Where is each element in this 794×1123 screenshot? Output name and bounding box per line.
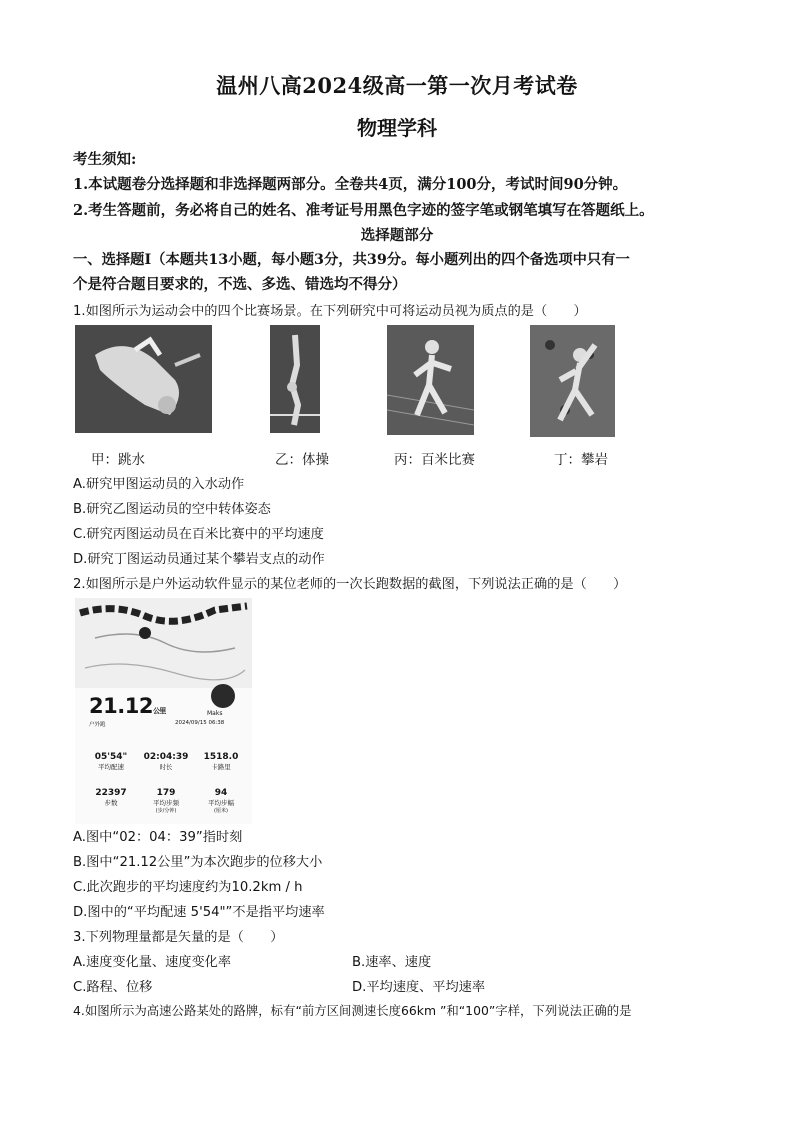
subject-title: 物理学科 (357, 116, 437, 140)
q2-option-c: C.此次跑步的平均速度约为10.2km / h (73, 880, 303, 895)
stat-pace-label: 平均配速 (98, 763, 124, 771)
stat-cadence-label: 平均步频 (153, 799, 179, 807)
caption-diving: 甲：跳水 (91, 452, 145, 468)
q4-stem: 4.如图所示为高速公路某处的路牌，标有“前方区间测速长度66km ”和“100”字样，下列说法正确的是 (73, 1003, 632, 1018)
stat-calories-value: 1518.0 (203, 752, 239, 762)
notice-item-1: 1.本试题卷分选择题和非选择题两部分。全卷共4页，满分100分，考试时间90分钟。 (73, 176, 628, 193)
run-date: 2024/09/15 06:38 (175, 720, 225, 726)
stat-steps-label: 步数 (104, 799, 118, 807)
run-distance-value: 21.12 (89, 694, 153, 718)
q2-option-b: B.图中“21.12公里”为本次跑步的位移大小 (73, 855, 323, 870)
q1-stem: 1.如图所示为运动会中的四个比赛场景。在下列研究中可将运动员视为质点的是（ ） (73, 304, 587, 319)
q3-option-d: D.平均速度、平均速率 (352, 980, 486, 995)
q2-option-a: A.图中“02：04：39”指时刻 (73, 830, 243, 845)
q3-stem: 3.下列物理量都是矢量的是（ ） (73, 930, 284, 945)
stat-duration-label: 时长 (159, 763, 173, 771)
stat-steps-value: 22397 (95, 788, 127, 798)
stat-duration-value: 02:04:39 (143, 752, 189, 762)
run-distance-unit: 公里 (152, 707, 166, 715)
caption-sprint: 丙：百米比赛 (394, 452, 475, 468)
stat-calories-label: 卡路里 (211, 763, 231, 771)
q1-option-b: B.研究乙图运动员的空中转体姿态 (73, 502, 271, 517)
caption-gymnastics: 乙：体操 (275, 452, 329, 468)
sprint-photo (387, 325, 474, 435)
stat-stride-value: 94 (214, 788, 228, 798)
notice-heading: 考生须知: (73, 151, 137, 168)
q1-option-d: D.研究丁图运动员通过某个攀岩支点的动作 (73, 552, 325, 567)
notice-item-2: 2.考生答题前，务必将自己的姓名、准考证号用黑色字迹的签字笔或钢笔填写在答题纸上。 (73, 202, 654, 219)
caption-climbing: 丁：攀岩 (554, 452, 608, 468)
diving-photo (75, 325, 212, 433)
route-map (75, 598, 252, 688)
badge-label: Maks (207, 710, 223, 717)
running-app-screenshot (75, 598, 252, 824)
climbing-photo (530, 325, 615, 437)
q3-option-b: B.速率、速度 (352, 955, 432, 970)
gymnastics-photo (270, 325, 320, 433)
stat-pace-value: 05'54" (94, 752, 128, 762)
section-instruction-line2: 个是符合题目要求的，不选、多选、错选均不得分） (73, 276, 407, 293)
section-instruction-line1: 一、选择题Ⅰ（本题共13小题，每小题3分，共39分。每小题列出的四个备选项中只有一 (73, 252, 630, 268)
q2-option-d: D.图中的“平均配速 5'54"”不是指平均速率 (73, 905, 325, 920)
stat-cadence-value: 179 (156, 788, 176, 798)
badge-icon (211, 684, 235, 708)
run-type: 户外跑 (89, 722, 106, 728)
q1-option-a: A.研究甲图运动员的入水动作 (73, 477, 245, 492)
q3-option-a: A.速度变化量、速度变化率 (73, 955, 232, 970)
exam-title: 温州八高2024级高一第一次月考试卷 (216, 73, 578, 98)
q2-stem: 2.如图所示是户外运动软件显示的某位老师的一次长跑数据的截图，下列说法正确的是（ ） (73, 577, 627, 592)
q3-option-c: C.路程、位移 (73, 980, 153, 995)
stat-stride-note: (厘米) (214, 808, 228, 814)
section-title: 选择题部分 (360, 227, 434, 244)
stat-cadence-note: (步/分钟) (155, 808, 177, 814)
q1-option-c: C.研究丙图运动员在百米比赛中的平均速度 (73, 527, 324, 542)
stat-stride-label: 平均步幅 (208, 799, 234, 807)
